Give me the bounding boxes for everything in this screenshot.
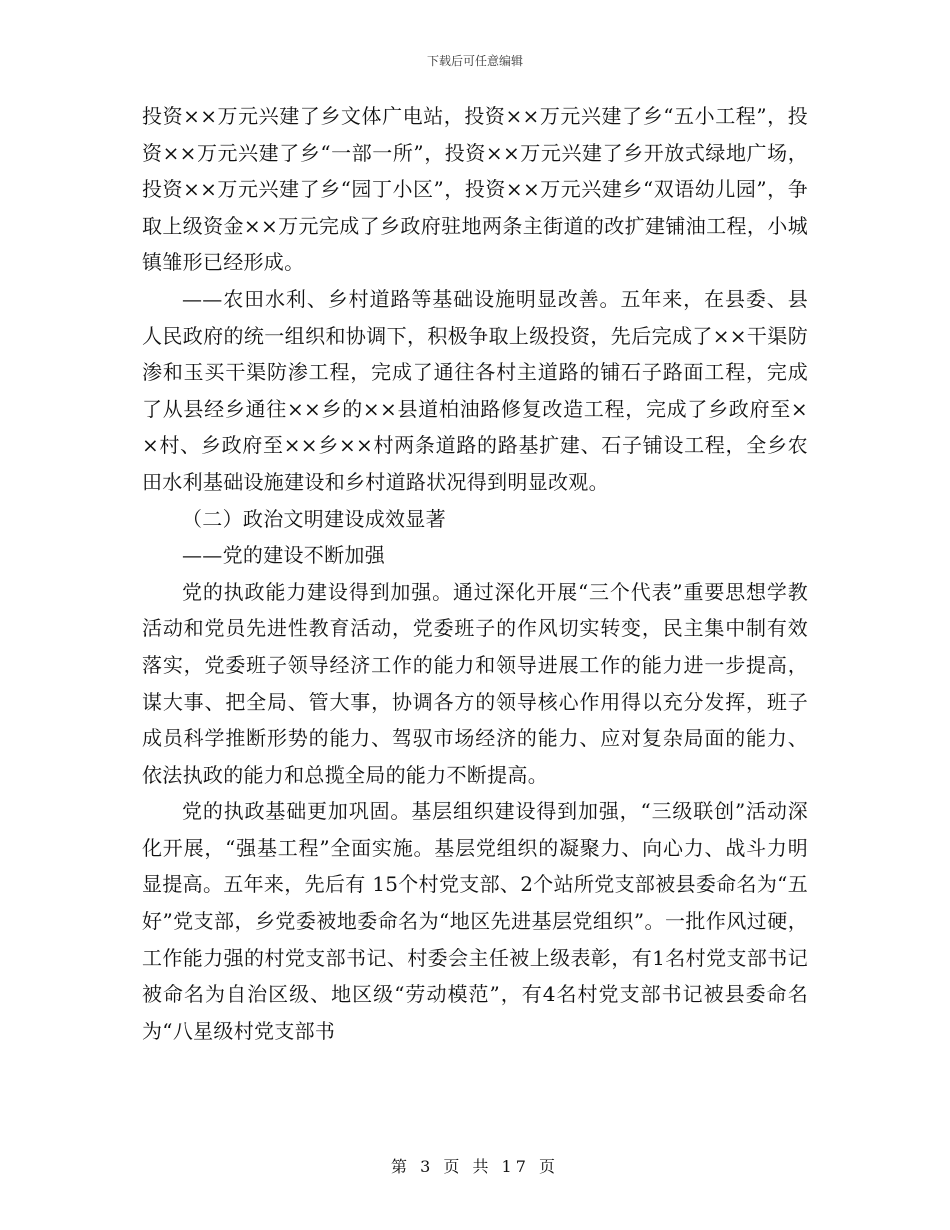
document-body	[142, 98, 808, 1049]
paragraph-governing-capacity: 党的执政能力建设得到加强。通过深化开展“三个代表”重要思想学教活动和党员先进性教育活动，党委班子的作风切实转变，民主集中制有效落实，党委班子领导经济工作的能力和领导进展工作的能力进一步提高，谋大事、把全局、管大事，协调各方的领导核心作用得以充分发挥，班子成员科学推断形势的能力、驾驭市场经济的能力、应对复杂局面的能力、依法执政的能力和总揽全局的能力不断提高。	[142, 579, 808, 787]
paragraph-town-construction: 投资××万元兴建了乡文体广电站，投资××万元兴建了乡“五小工程”，投资××万元兴建了乡“一部一所”，投资××万元兴建了乡开放式绿地广场，投资××万元兴建了乡“园丁小区”，投资××万元兴建乡“双语幼儿园”，争取上级资金××万元完成了乡政府驻地两条主街道的改扩建铺油工程，小城镇雏形已经形成。	[142, 104, 808, 275]
section-heading-political: （二）政治文明建设成效显著	[182, 506, 446, 531]
paragraph-governing-foundation: 党的执政基础更加巩固。基层组织建设得到加强，“三级联创”活动深化开展，“强基工程”全面实施。基层党组织的凝聚力、向心力、战斗力明显提高。五年来，先后有 15个村党支部、2个站所党支部被县委命名为“五好”党支部，乡党委被地委命名为“地区先进基层党组织”。一批作风过硬，工作能力强的村党支部书记、村委会主任被上级表彰，有1名村党支部书记被命名为自治区级、地区级“劳动模范”，有4名村党支部书记被县委命名为“八星级村党支部书	[142, 799, 808, 1043]
page-number: 第 3 页 共 17 页	[391, 1157, 559, 1176]
subheading-party-building: ——党的建设不断加强	[182, 543, 385, 568]
paragraph-infrastructure: ——农田水利、乡村道路等基础设施明显改善。五年来，在县委、县人民政府的统一组织和协调下，积极争取上级投资，先后完成了××干渠防渗和玉买干渠防渗工程，完成了通往各村主道路的铺石子路面工程，完成了从县经乡通往××乡的××县道柏油路修复改造工程，完成了乡政府至××村、乡政府至××乡××村两条道路的路基扩建、石子铺设工程，全乡农田水利基础设施建设和乡村道路状况得到明显改观。	[142, 286, 808, 494]
page-header-note: 下载后可任意编辑	[426, 54, 523, 68]
